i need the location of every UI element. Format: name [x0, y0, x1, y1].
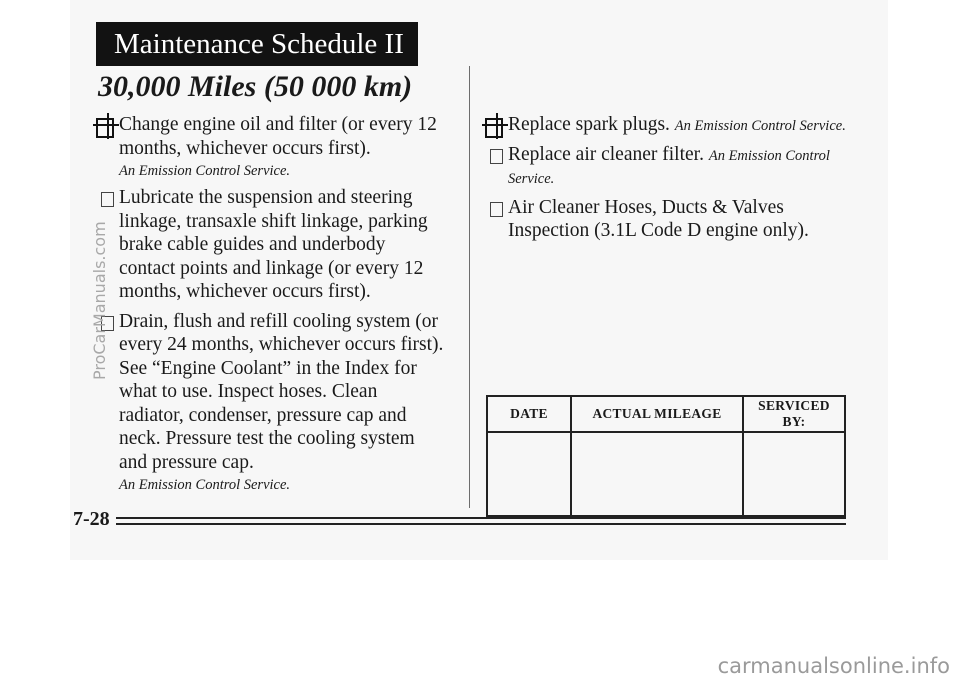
- mileage-column-header: ACTUAL MILEAGE: [571, 396, 743, 432]
- checkbox-icon[interactable]: [490, 149, 503, 164]
- item-text: Air Cleaner Hoses, Ducts & Valves Inspection (3.1L Code D engine only).: [508, 196, 809, 241]
- page-number: 7-28: [73, 508, 110, 530]
- column-divider: [469, 66, 470, 508]
- footer-rule: [116, 517, 846, 519]
- checklist-item: [100, 310, 445, 495]
- item-text: Lubricate the suspension and steering linkage, transaxle shift linkage, parking brake cable guides and underbody contact points and linkage (or every 12 months, whichever occurs first).: [119, 187, 428, 302]
- checkbox-icon[interactable]: [490, 202, 503, 217]
- item-note: An Emission Control Service.: [674, 118, 846, 134]
- item-note: An Emission Control Service.: [119, 163, 291, 179]
- checklist-item: [489, 196, 849, 243]
- item-note: An Emission Control Service.: [119, 477, 291, 493]
- checkbox-icon[interactable]: [485, 118, 503, 138]
- footer-rule: [116, 523, 846, 525]
- date-column-header: DATE: [487, 396, 571, 432]
- item-text: Drain, flush and refill cooling system (or every 24 months, whichever occurs first). See “Engine Coolant” in the Index for what to use. Inspect hoses. Clean radiator, condenser, pressure cap and neck. Pressure test the cooling system and pressure cap.: [119, 310, 444, 473]
- watermark: ProCarManuals.com: [90, 221, 109, 380]
- checklist-item: [100, 186, 445, 304]
- mileage-heading: 30,000 Miles (50 000 km): [98, 70, 413, 103]
- serviced-by-cell[interactable]: [743, 432, 845, 516]
- item-note: An Emission Control Service.: [508, 147, 830, 187]
- right-column: [489, 113, 849, 249]
- checklist-item: [489, 113, 849, 137]
- table-header-row: [487, 396, 845, 432]
- mileage-cell[interactable]: [571, 432, 743, 516]
- date-cell[interactable]: [487, 432, 571, 516]
- item-text: Replace spark plugs.: [508, 114, 670, 135]
- service-log-table: [486, 395, 846, 517]
- table-row: [487, 432, 845, 516]
- schedule-title-banner: Maintenance Schedule II: [96, 22, 418, 66]
- checklist-item: [100, 113, 445, 180]
- serviced-by-column-header: SERVICED BY:: [743, 396, 845, 432]
- site-logo: carmanualsonline.info: [717, 654, 950, 678]
- left-column: [100, 113, 445, 500]
- item-text: Change engine oil and filter (or every 12 months, whichever occurs first).: [119, 114, 437, 159]
- checklist-item: [489, 143, 849, 190]
- item-text: Replace air cleaner filter.: [508, 143, 704, 165]
